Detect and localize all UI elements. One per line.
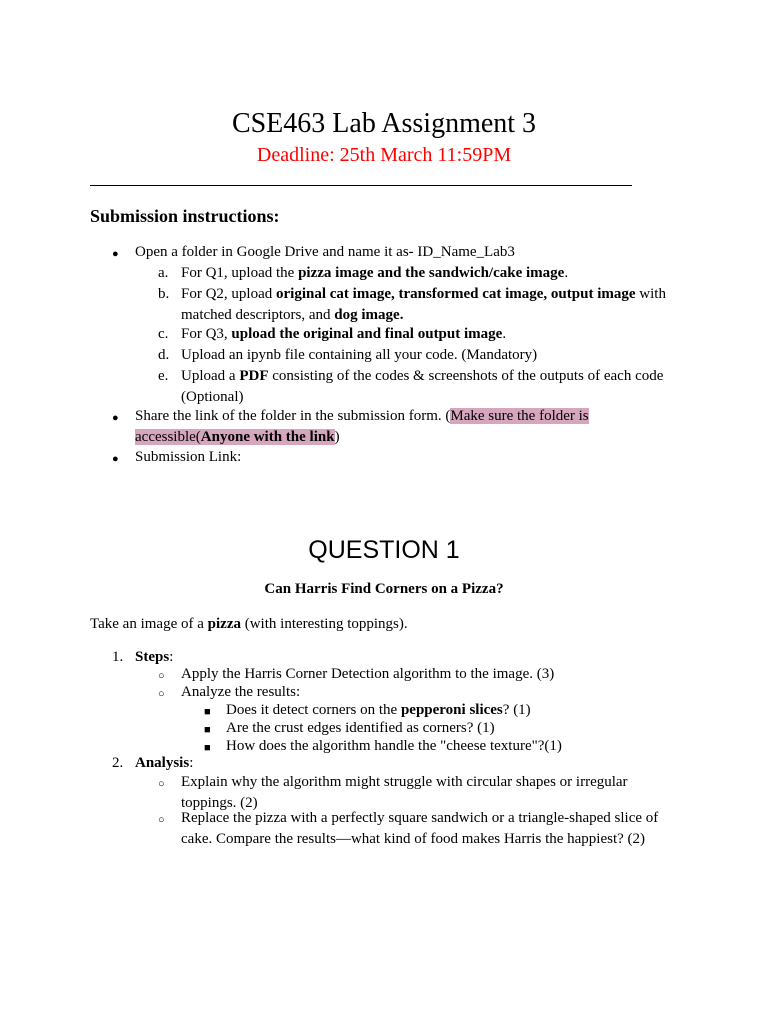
- text-run: .: [564, 265, 569, 281]
- text-run: For Q3,: [181, 326, 232, 342]
- text-run: toppings. (2): [181, 794, 258, 811]
- list-item: [181, 345, 537, 366]
- list-item: [226, 736, 562, 757]
- text-run: with: [635, 286, 666, 302]
- horizontal-rule: [90, 185, 632, 186]
- highlighted-text: Make sure the folder is: [450, 408, 589, 424]
- list-marker: ■: [204, 742, 211, 754]
- text-run: How does the algorithm handle the "cheese texture"?(1): [226, 738, 562, 754]
- text-run: Submission Link:: [135, 449, 242, 465]
- bold-text: pizza image and the sandwich/cake image: [298, 265, 565, 281]
- text-run: Replace the pizza with a perfectly square sandwich or a triangle-shaped slice of: [181, 810, 659, 826]
- deadline-text: Deadline: 25th March 11:59PM: [256, 144, 512, 166]
- bold-text: PDF: [239, 368, 269, 384]
- text-run: Are the crust edges identified as corners? (1): [226, 720, 495, 736]
- list-marker: b.: [158, 286, 170, 302]
- list-marker: 1.: [112, 649, 124, 665]
- list-item: [181, 772, 628, 813]
- text-run: For Q2, upload: [181, 286, 276, 302]
- list-marker: e.: [158, 368, 169, 384]
- list-item: [181, 366, 663, 407]
- list-marker: ●: [112, 453, 119, 465]
- list-marker: ○: [158, 778, 165, 790]
- text-run: ? (1): [502, 702, 531, 718]
- bold-text: Steps: [135, 649, 170, 665]
- list-marker: d.: [158, 347, 170, 363]
- text-run: Explain why the algorithm might struggle with circular shapes or irregular: [181, 774, 628, 790]
- text-run: For Q1, upload the: [181, 265, 299, 281]
- list-item: [135, 447, 241, 468]
- text-run: matched descriptors, and: [181, 306, 335, 323]
- list-marker: ○: [158, 814, 165, 826]
- bold-text: upload the original and final output image: [231, 326, 503, 342]
- bold-text: pepperoni slices: [400, 702, 503, 718]
- bold-text: pizza: [207, 616, 241, 632]
- text-run: Analyze the results:: [181, 684, 301, 700]
- list-marker: ■: [204, 706, 211, 718]
- text-run: :: [189, 755, 194, 771]
- bold-text: original cat image, transformed cat image, output image: [276, 286, 636, 302]
- question-1-subtitle: Can Harris Find Corners on a Pizza?: [264, 581, 504, 597]
- list-item: [181, 284, 666, 325]
- bold-text: Analysis: [135, 755, 190, 771]
- submission-heading: Submission instructions:: [90, 206, 280, 226]
- list-marker: ○: [158, 670, 165, 682]
- text-run: Upload a: [181, 368, 240, 384]
- text-run: Take an image of a: [90, 616, 208, 632]
- text-run: ): [334, 428, 340, 445]
- list-marker: c.: [158, 326, 169, 342]
- text-run: cake. Compare the results—what kind of food makes Harris the happiest? (2): [181, 830, 646, 847]
- text-run: (Optional): [181, 388, 244, 405]
- list-marker: ○: [158, 688, 165, 700]
- list-item: [181, 808, 658, 849]
- text-run: Apply the Harris Corner Detection algorithm to the image. (3): [181, 666, 555, 682]
- highlighted-text: accessible(: [135, 428, 201, 445]
- document-title: CSE463 Lab Assignment 3: [231, 108, 537, 139]
- list-marker: ●: [112, 248, 119, 260]
- list-item: [135, 753, 193, 774]
- text-run: (with interesting toppings).: [240, 616, 408, 632]
- list-marker: ■: [204, 724, 211, 736]
- question-1-heading: QUESTION 1: [308, 536, 460, 564]
- list-item: [135, 647, 173, 668]
- text-run: consisting of the codes & screenshots of the outputs of each code: [268, 368, 664, 384]
- text-run: Open a folder in Google Drive and name it as- ID_Name_Lab3: [135, 244, 515, 260]
- text-run: Does it detect corners on the: [226, 702, 401, 718]
- list-marker: a.: [158, 265, 169, 281]
- bold-text: dog image.: [334, 306, 404, 323]
- question-1-intro: [90, 614, 408, 635]
- highlighted-text: Anyone with the link: [200, 428, 335, 445]
- text-run: Share the link of the folder in the submission form. (: [135, 408, 451, 424]
- list-marker: 2.: [112, 755, 124, 771]
- list-item: [135, 406, 589, 447]
- list-item: [181, 324, 506, 345]
- list-marker: ●: [112, 412, 119, 424]
- list-item: [135, 242, 515, 263]
- text-run: :: [169, 649, 174, 665]
- list-item: [181, 263, 568, 284]
- text-run: Upload an ipynb file containing all your code. (Mandatory): [181, 347, 538, 363]
- text-run: .: [502, 326, 507, 342]
